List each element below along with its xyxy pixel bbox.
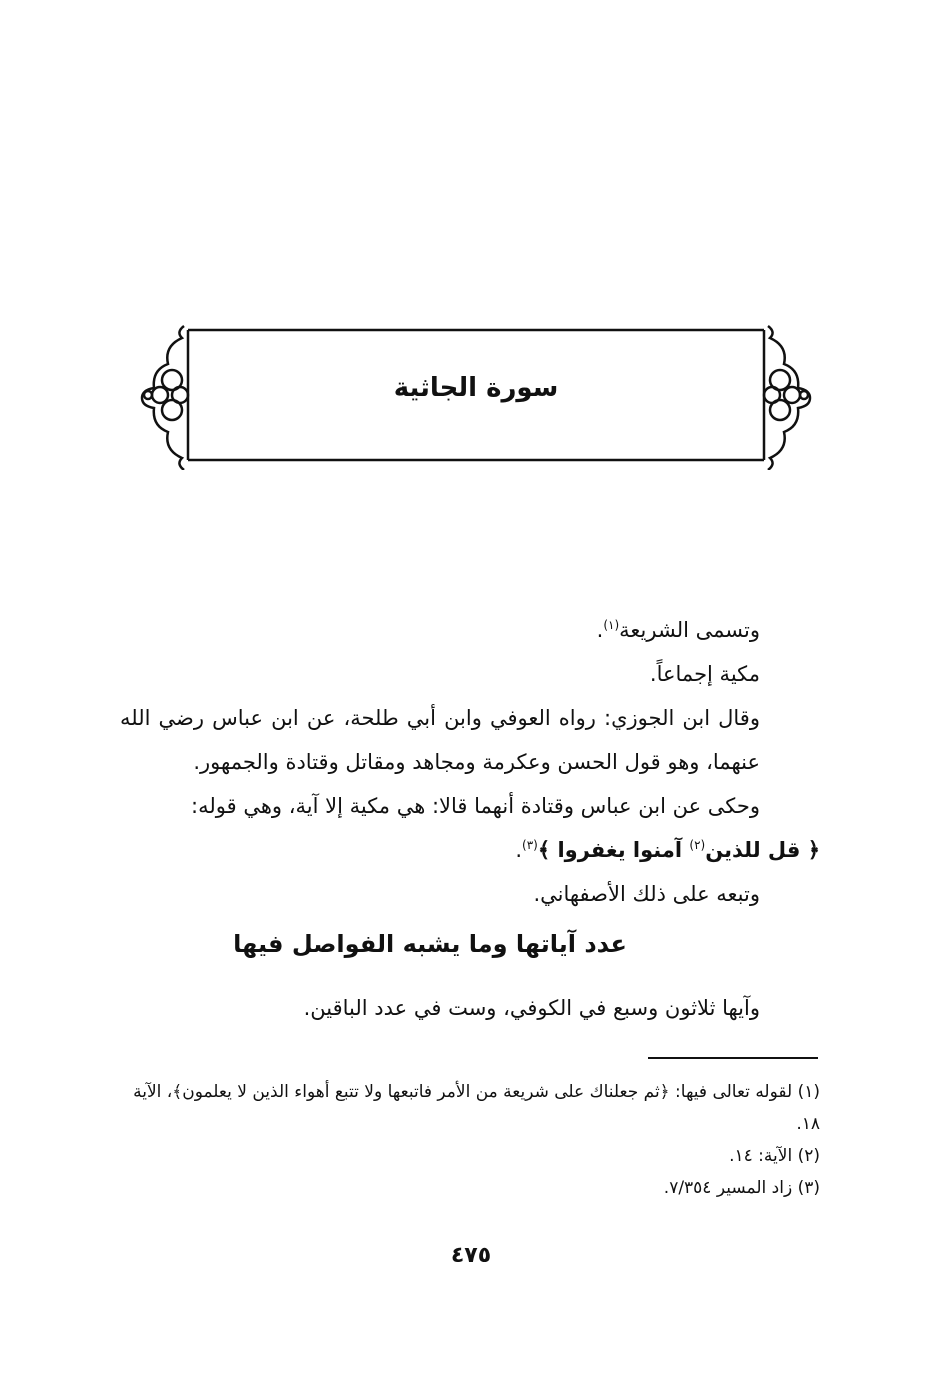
footnote-1: (١) لقوله تعالى فيها: ﴿ثم جعلناك على شريعة من الأمر فاتبعها ولا تتبع أهواء الذين لا يعلمون﴾، الآية ١٨. bbox=[133, 1082, 820, 1134]
paragraph-exception: وحكى عن ابن عباس وقتادة أنهما قالا: هي مكية إلا آية، وهي قوله: bbox=[191, 794, 760, 818]
paragraph-text: وتسمى الشريعة bbox=[619, 618, 760, 642]
footnote-2: (٢) الآية: ١٤. bbox=[729, 1146, 820, 1166]
footnote-ref-3[interactable]: (٣) bbox=[522, 838, 538, 852]
footnotes bbox=[120, 1076, 820, 1204]
page-number: ٤٧٥ bbox=[450, 1243, 492, 1268]
paragraph-ayah bbox=[120, 828, 820, 872]
paragraph-isfahani: وتبعه على ذلك الأصفهاني. bbox=[533, 882, 760, 906]
paragraph-punct: . bbox=[515, 838, 522, 862]
paragraph-punct: . bbox=[596, 618, 604, 642]
paragraph-makki: مكية إجماعاً. bbox=[649, 662, 760, 686]
ayah-rest: آمنوا يغفروا ﴾ bbox=[537, 838, 690, 862]
footnote-ref-2[interactable]: (٢) bbox=[689, 838, 706, 852]
ayah-open: ﴿ قل للذين bbox=[705, 838, 820, 862]
main-text bbox=[120, 608, 820, 916]
footnote-divider bbox=[648, 1057, 818, 1059]
footnote-ref-1[interactable]: (١) bbox=[603, 618, 620, 632]
footnote-3: (٣) زاد المسير ٧/٣٥٤. bbox=[663, 1178, 820, 1198]
surah-title: سورة الجاثية bbox=[393, 373, 559, 403]
title-ornament-frame bbox=[140, 318, 812, 470]
section-heading: عدد آياتها وما يشبه الفواصل فيها bbox=[233, 930, 627, 958]
verse-count-text: وآيها ثلاثون وسبع في الكوفي، وست في عدد الباقين. bbox=[303, 996, 760, 1020]
paragraph-ibn-jawzi: وقال ابن الجوزي: رواه العوفي وابن أبي طلحة، عن ابن عباس رضي الله عنهما، وهو قول الحسن وعكرمة ومجاهد ومقاتل وقتادة والجمهور. bbox=[120, 706, 760, 774]
paragraph-name bbox=[120, 608, 820, 652]
